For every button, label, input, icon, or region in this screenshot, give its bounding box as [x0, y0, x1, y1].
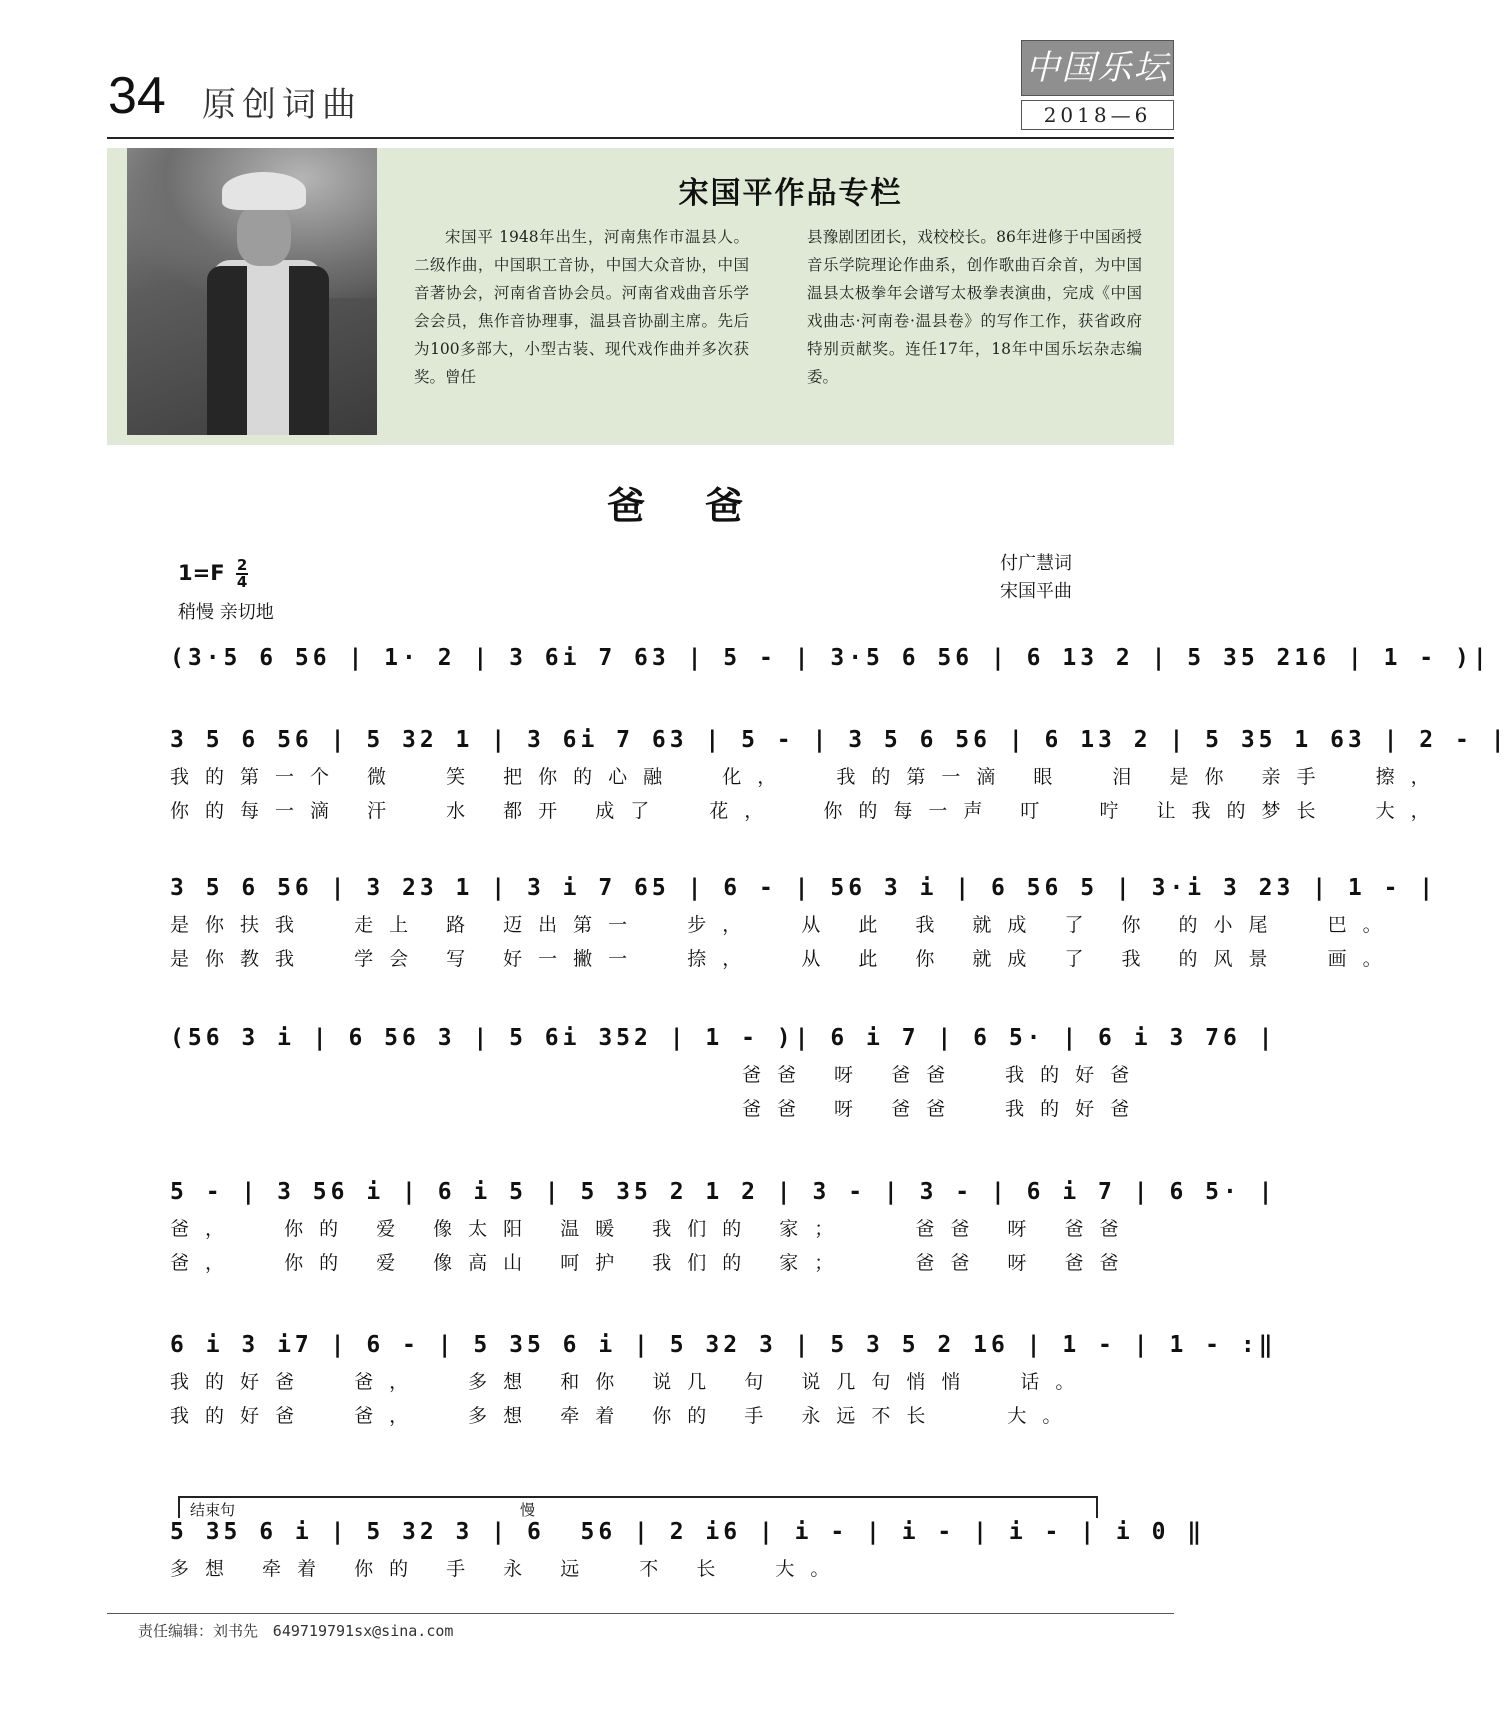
author-profile-panel — [107, 148, 1174, 445]
bio-column-right: 县豫剧团团长，戏校校长。86年进修于中国函授音乐学院理论作曲系，创作歌曲百余首，为中国温县太极拳年会谱写太极拳表演曲，完成《中国戏曲志·河南卷·温县卷》的写作工作，获省政府特别贡献奖。连任17年，18年中国乐坛杂志编委。 — [807, 228, 1142, 386]
lyric-verse-2: 你的每一滴 汗 水 都开 成了 花， 你的每一声 叮 咛 让我的梦长 大， — [170, 800, 1446, 822]
score-system-5 — [170, 1172, 1277, 1280]
score-system-2 — [170, 720, 1509, 828]
notation-line: (56 3 i | 6 56 3 | 5 6i 352 | 1 - )| 6 i 7 | 6 5· | 6 i 3 76 | — [170, 1025, 1277, 1051]
bio-column-left: 宋国平 1948年出生，河南焦作市温县人。二级作曲，中国职工音协，中国大众音协，中国音著协会，河南省音协会员。河南省戏曲音乐学会会员，焦作音协理事，温县音协副主席。先后为100多部大，小型古装、现代戏作曲并多次获奖。曾任 — [414, 228, 749, 386]
score-system-6 — [170, 1325, 1277, 1433]
notation-line: 3 5 6 56 | 5 32 1 | 3 6i 7 63 | 5 - | 3 5 6 56 | 6 13 2 | 5 35 1 63 | 2 - | — [170, 727, 1509, 753]
issue-number: 2018—6 — [1021, 100, 1174, 130]
composer: 宋国平曲 — [1000, 581, 1072, 602]
magazine-logo: 中国乐坛 — [1021, 40, 1174, 96]
notation-line: 5 - | 3 56 i | 6 i 5 | 5 35 2 1 2 | 3 - | 3 - | 6 i 7 | 6 5· | — [170, 1179, 1277, 1205]
footer-divider — [107, 1613, 1174, 1614]
lyric-verse-2: 是你教我 学会 写 好一撇一 捺， 从 此 你 就成 了 我 的风景 画。 — [170, 948, 1398, 970]
song-title: 爸爸 — [606, 484, 803, 528]
slow-marking: 慢 — [520, 1501, 536, 1519]
lyricist: 付广慧词 — [1000, 553, 1072, 574]
notation-line: 3 5 6 56 | 3 23 1 | 3 i 7 65 | 6 - | 56 3 i | 6 56 5 | 3·i 3 23 | 1 - | — [170, 875, 1438, 901]
lyric-verse-1: 我的好爸 爸， 多想 和你 说几 句 说几句悄悄 话。 — [170, 1371, 1091, 1393]
key-text: 1=F — [178, 561, 225, 585]
score-system-3 — [170, 868, 1438, 976]
page-number: 34 — [108, 67, 166, 125]
lyric-verse-2: 我的好爸 爸， 多想 牵着 你的 手 永远不长 大。 — [170, 1405, 1078, 1427]
editor-email[interactable]: 649719791sx@sina.com — [272, 1622, 454, 1640]
lyric-verse-1: 多想 牵着 你的 手 永 远 不 长 大。 — [170, 1558, 846, 1580]
magazine-masthead — [1021, 40, 1174, 133]
lyric-verse-1: 爸爸 呀 爸爸 我的好爸 — [742, 1064, 1146, 1086]
lyric-verse-1: 我的第一个 微 笑 把你的心融 化， 我的第一滴 眼 泪 是你 亲手 擦， — [170, 766, 1446, 788]
notation-line: 5 35 6 i | 5 32 3 | 6 56 | 2 i6 | i - | i - | i - | i 0 ‖ — [170, 1519, 1206, 1545]
key-signature — [178, 558, 248, 590]
header-divider — [107, 137, 1174, 139]
score-system-7 — [170, 1512, 1206, 1586]
credits — [1000, 550, 1110, 606]
score-system-4 — [170, 1018, 1277, 1126]
tempo-marking: 稍慢 亲切地 — [178, 602, 274, 623]
lyric-verse-1: 是你扶我 走上 路 迈出第一 步， 从 此 我 就成 了 你 的小尾 巴。 — [170, 914, 1398, 936]
time-numerator: 2 — [236, 556, 248, 574]
lyric-verse-2: 爸， 你的 爱 像高山 呵护 我们的 家； 爸爸 呀 爸爸 — [170, 1252, 1135, 1274]
score-system-1 — [170, 638, 1491, 678]
lyric-verse-1: 爸， 你的 爱 像太阳 温暖 我们的 家； 爸爸 呀 爸爸 — [170, 1218, 1135, 1240]
coda-label: 结束句 — [190, 1501, 236, 1519]
footer — [138, 1620, 453, 1641]
time-signature — [236, 558, 248, 590]
lyric-verse-2: 爸爸 呀 爸爸 我的好爸 — [742, 1098, 1146, 1120]
author-photo — [127, 148, 377, 435]
editor-credit: 责任编辑：刘书先 — [138, 1622, 259, 1640]
profile-title: 宋国平作品专栏 — [678, 176, 903, 211]
notation-line: (3·5 6 56 | 1· 2 | 3 6i 7 63 | 5 - | 3·5 6 56 | 6 13 2 | 5 35 216 | 1 - )| — [170, 645, 1491, 671]
time-denominator: 4 — [236, 573, 248, 591]
section-title: 原创词曲 — [202, 85, 362, 125]
notation-line: 6 i 3 i7 | 6 - | 5 35 6 i | 5 32 3 | 5 3 5 2 16 | 1 - | 1 - :‖ — [170, 1332, 1277, 1358]
